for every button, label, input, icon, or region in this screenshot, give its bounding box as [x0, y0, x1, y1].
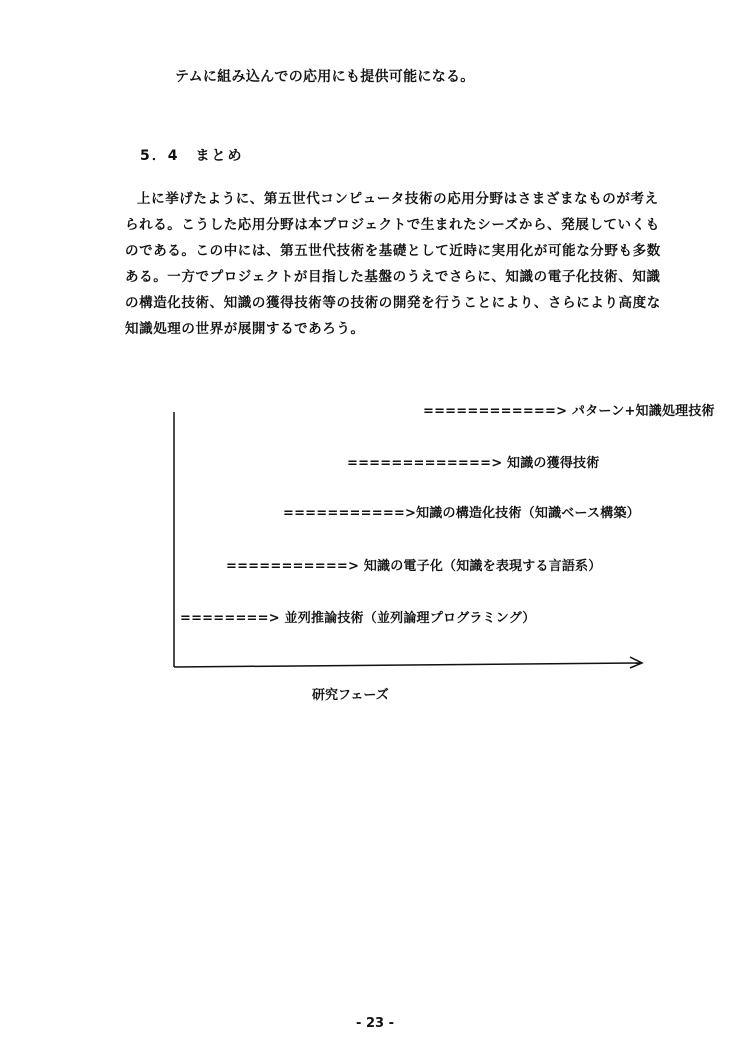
paragraph-line: られる。こうした応用分野は本プロジェクトで生まれたシーズから、発展していくも [125, 217, 660, 233]
x-axis-label: 研究フェーズ [312, 688, 389, 703]
x-axis-line [174, 663, 640, 667]
stage-knowledge-acquisition: =============> 知識の獲得技術 [347, 456, 600, 471]
section-heading: 5．4 まとめ [140, 148, 244, 164]
paragraph-line: ある。一方でプロジェクトが目指した基盤のうえでさらに、知識の電子化技術、知識 [125, 269, 661, 285]
page-number: - 23 - [356, 1016, 394, 1031]
paragraph-line: のである。この中には、第五世代技術を基礎として近時に実用化が可能な分野も多数 [125, 243, 661, 259]
paragraph-line: 知識処理の世界が展開するであろう。 [125, 321, 365, 337]
paragraph-line: の構造化技術、知識の獲得技術等の技術の開発を行うことにより、さらにより高度な [125, 295, 661, 311]
continued-text-line: テムに組み込んでの応用にも提供可能になる。 [175, 69, 475, 85]
stage-knowledge-structuring: ===========>知識の構造化技術（知識ベース構築） [283, 506, 640, 521]
stage-pattern-knowledge: ============> パターン+知識処理技術 [423, 404, 715, 419]
stage-parallel-inference: ========> 並列推論技術（並列論理プログラミング） [180, 611, 536, 626]
paragraph-line: 上に挙げたように、第五世代コンピュータ技術の応用分野はさまざまなものが考え [137, 191, 659, 207]
stage-knowledge-digitization: ===========> 知識の電子化（知識を表現する言語系） [226, 559, 602, 574]
